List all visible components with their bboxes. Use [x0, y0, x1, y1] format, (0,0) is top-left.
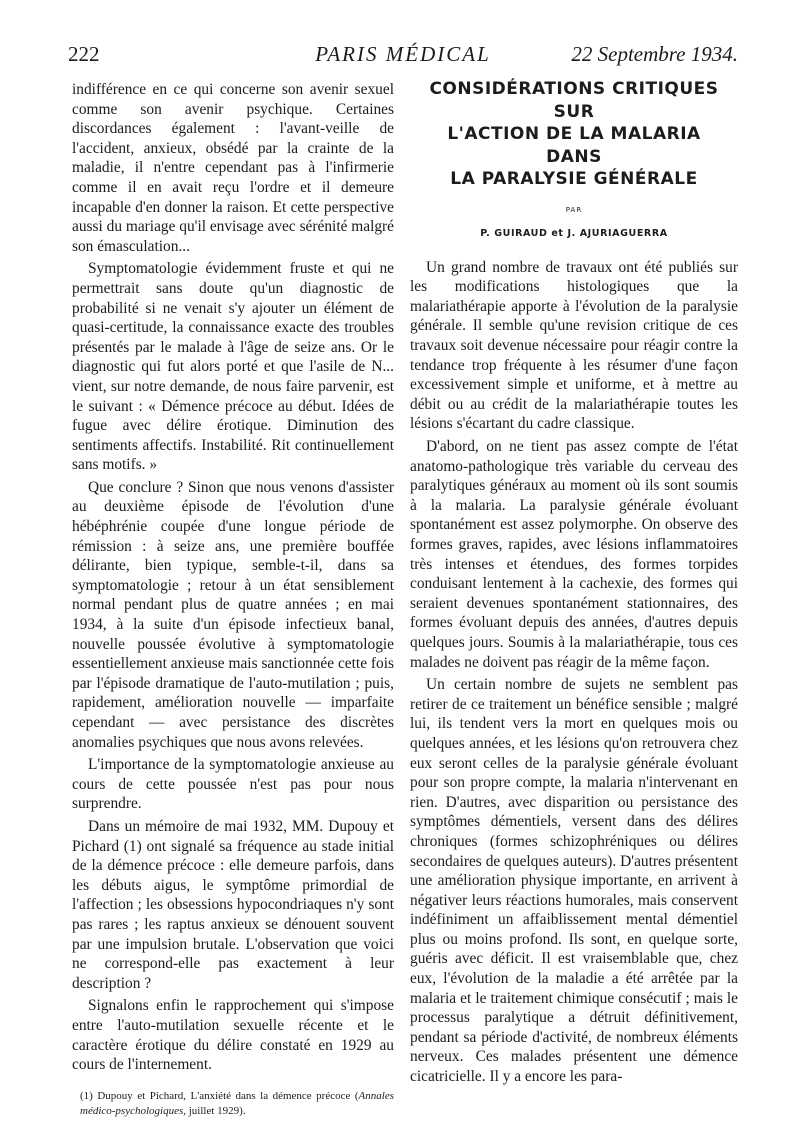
page-number: 222 — [68, 42, 100, 66]
right-column — [410, 78, 738, 1090]
title-line: CONSIDÉRATIONS CRITIQUES — [429, 79, 719, 99]
title-line: L'ACTION DE LA MALARIA — [447, 124, 701, 144]
paragraph: indifférence en ce qui concerne son avenir sexuel comme son avenir psychique. Certaines discordances également : l'avant-veille de l'accident, anxieux, obsédé par la crainte de la maladie, il n'entre cependant pas à l'infirmerie comme il en avait reçu l'ordre et il demeure incapable d'en donner la raison. Et cette perspective aussi du mariage qu'il envisage avec sérénité malgré son émasculation... — [72, 81, 395, 255]
title-line: SUR — [553, 101, 595, 122]
left-column — [72, 80, 394, 1119]
footnote-journal: Annales médico-psychologiques — [80, 1089, 394, 1117]
article-authors: P. GUIRAUD et J. AJURIAGUERRA — [480, 228, 668, 240]
footnote — [72, 1089, 394, 1119]
paragraph: Signalons enfin le rapprochement qui s'impose entre l'auto-mutilation sexuelle récente et le caractère érotique du délire constaté en 1929 au cours de l'internement. — [72, 997, 394, 1074]
byline-par: PAR — [565, 205, 583, 214]
paragraph: Symptomatologie évidemment fruste et qui ne permettrait sans doute qu'un diagnostic de probabilité si ne venait s'y ajouter un élément de quasi-certitude, la connaissance exacte des troubles présentés par le malade à l'âge de seize ans. Or le diagnostic qui fut alors porté et que l'asile de N... vient, sur notre demande, de nous faire parvenir, est le suivant : « Démence précoce au début. Idées de fugue avec délire érotique. Diminution des sentiments affectifs. Instabilité. Rit continuellement sans motifs. » — [72, 260, 394, 474]
page-header — [68, 42, 738, 70]
article-title — [410, 78, 738, 191]
footnote-tail: , juillet 1929). — [183, 1104, 246, 1117]
title-line: DANS — [546, 146, 602, 167]
paragraph: L'importance de la symptomatologie anxieuse au cours de cette poussée n'est pas pour nous surprendre. — [72, 756, 394, 813]
paragraph: Que conclure ? Sinon que nous venons d'assister au deuxième épisode de l'évolution d'une hébéphrénie coupée d'une longue période de rémission : à seize ans, une première bouffée délirante, bien typique, semble-t-il, dans sa symptomatologie ; retour à un état sensiblement normal pendant plus de quatre années ; en mai 1934, à la suite d'un épisode infectieux banal, nouvelle poussée évolutive à symptomatologie essentiellement anxieuse mais sanctionnée cette fois par l'épisode dramatique de l'auto-mutilation ; puis, rapidement, amélioration nouvelle — imparfaite cependant — avec persistance des discrètes anomalies psychiques que nous avons relevées. — [72, 478, 394, 751]
paragraph: D'abord, on ne tient pas assez compte de l'état anatomo-pathologique très variable du cerveau des paralytiques généraux au moment où ils sont soumis à la malaria. La paralysie générale évoluant spontanément est assez polymorphe. On observe des formes graves, rapides, avec lésions inflammatoires très intenses et étendues, des formes torpides conduisant lentement à la cachexie, des formes qui seraient devenues spontanément stationnaires, des formes évoluant depuis des années, d'autres depuis quelques jours. Soumis à la malariathérapie, tous ces malades ne doivent pas réagir de la même façon. — [410, 438, 738, 671]
paragraph: Un grand nombre de travaux ont été publiés sur les modifications histologiques que la malariathérapie apporte à l'évolution de la paralysie générale. Il semble qu'une revision critique de ces travaux soit devenue nécessaire pour réagir contre la tendance trop fréquente à les résumer d'une façon excessivement simple et uniforme, et à mettre au débit ou au crédit de la malariathérapie toutes les lésions s'écartant du cadre classique. — [410, 258, 738, 433]
title-line: LA PARALYSIE GÉNÉRALE — [450, 169, 698, 189]
running-title: PARIS MÉDICAL — [315, 42, 491, 66]
footnote-lead: (1) Dupouy et Pichard, L'anxiété dans la démence précoce ( — [80, 1089, 359, 1102]
issue-date: 22 Septembre 1934. — [571, 42, 738, 66]
paragraph: Dans un mémoire de mai 1932, MM. Dupouy et Pichard (1) ont signalé sa fréquence au stade initial de la démence précoce : elle demeure parfois, dans les débuts aigus, le symptôme primordial de l'affection ; les obsessions hypocondriaques n'y sont pas rares ; les raptus anxieux se dénouent souvent par une impulsion brutale. L'observation que voici ne correspond-elle pas exactement à leur description ? — [72, 817, 394, 992]
paragraph: Un certain nombre de sujets ne semblent pas retirer de ce traitement un bénéfice sensible ; malgré lui, ils tendent vers la mort en quelques mois ou quelques années, et les lésions qu'on retrouvera chez eux seront celles de la paralysie générale évoluant pour son propre compte, la malaria n'intervenant en rien. D'autres, avec disparition ou persistance des symptômes démentiels, versent dans des délires chroniques (formes schizophréniques ou délires secondaires de quelques auteurs). D'autres présentent une amélioration physique importante, en arrivent à négativer leurs réactions humorales, mais conservent indéfiniment un affaiblissement mental démentiel plus ou moins profond. Ils sont, en quelque sorte, guéris avec déficit. Il est vraisemblable que, chez eux, l'évolution de la maladie a été arrêtée par la malaria et le traitement chimique consécutif ; mais le processus paralytique a détruit définitivement, pendant sa période d'activité, de nombreux éléments nerveux. Ces malades présentent une démence cicatricielle. Il y a encore les para- — [410, 676, 738, 1086]
